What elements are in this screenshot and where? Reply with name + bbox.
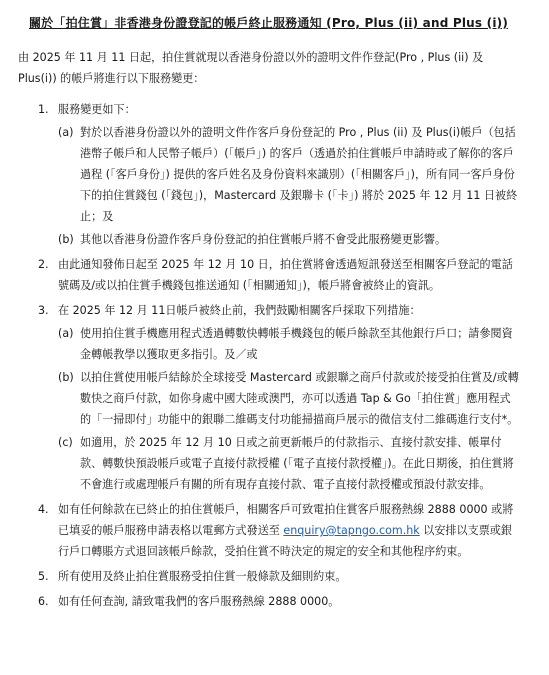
clause-number: 3.: [38, 304, 49, 317]
subclause-list: [58, 122, 519, 250]
subclause-label: (c): [58, 436, 73, 449]
clause-text: 在 2025 年 12 月 11日帳戶被終止前，我們鼓勵相關客戶採取下列措施：: [58, 304, 421, 317]
subclause-text: 對於以香港身份證以外的證明文件作客戶身份登記的 Pro , Plus (ii) 及 Plus(i)帳戶（包括港幣子帳戶和人民幣子帳戶）(「帳戶」) 的客戶（透過於拍住賞帳戶申請時或了解你的客戶過程 (「客戶身份」) 提供的客戶姓名及身份資料來識別）(「相關客戶」)，所有同一客戶身份下的拍住賞錢包 (「錢包」)，Mastercard 及銀聯卡 (「卡」) 將於 2025 年 12 月 11 日被終止；及: [80, 126, 518, 223]
clause-1: [18, 99, 519, 250]
page-title: 關於「拍住賞」非香港身份證登記的帳戶終止服務通知 (Pro, Plus (ii) and Plus (i)): [28, 16, 509, 30]
intro-paragraph: 由 2025 年 11 月 11 日起，拍住賞就現以香港身份證以外的證明文件作登記(Pro , Plus (ii) 及 Plus(i)) 的帳戶將進行以下服務變更：: [18, 51, 484, 85]
subclause-list: [58, 323, 519, 495]
subclause-text: 使用拍住賞手機應用程式透過轉數快轉帳手機錢包的帳戶餘款至其他銀行戶口；請參閱資金轉帳教學以獲取更多指引。及／或: [80, 327, 513, 361]
clause-number: 2.: [38, 258, 49, 271]
clause-text: 由此通知發佈日起至 2025 年 12 月 10 日，拍住賞將會透過短訊發送至相關客戶登記的電話號碼及/或以拍住賞手機錢包推送通知 (「相關通知」)，帳戶將會被終止的資訊。: [58, 258, 513, 292]
clause-number: 1.: [38, 103, 49, 116]
clause-number: 5.: [38, 570, 49, 583]
clause-text: 所有使用及終止拍住賞服務受拍住賞一般條款及細則約束。: [58, 570, 347, 583]
subclause-text: 以拍住賞使用帳戶結餘於全球接受 Mastercard 或銀聯之商戶付款或於接受拍住賞及/或轉數快之商戶付款，如你身處中國大陸或澳門，亦可以透過 Tap & Go「拍住賞」應用程式的「一掃即付」功能中的銀聯二維碼支付功能掃描商戶展示的微信支付二維碼進行支付*。: [80, 371, 519, 426]
clause-5: [18, 566, 519, 587]
clause-number: 4.: [38, 503, 49, 516]
clause-text-before: 如有任何餘款在已終止的拍住賞帳戶，相關客戶可致電拍住賞客戶服務熱線 2888 0000 或將已填妥的帳戶服務申請表格以電郵方式發送至: [58, 503, 514, 537]
subclause-1b: [58, 229, 519, 250]
clause-2: [18, 254, 519, 296]
clause-3: [18, 300, 519, 495]
clause-list: [18, 99, 519, 612]
clause-4: [18, 499, 519, 562]
clause-number: 6.: [38, 595, 49, 608]
subclause-3c: [58, 432, 519, 495]
subclause-1a: [58, 122, 519, 227]
subclause-text: 如適用，於 2025 年 12 月 10 日或之前更新帳戶的付款指示、直接付款安排、帳單付款、轉數快預設帳戶或電子直接付款授權 (「電子直接付款授權」)。在此日期後，拍住賞將不會進行或處理帳戶有關的所有現存直接付款、電子直接付款授權或預設付款安排。: [80, 436, 514, 491]
subclause-3a: [58, 323, 519, 365]
subclause-label: (a): [58, 126, 74, 139]
clause-text: 服務變更如下：: [58, 103, 136, 116]
subclause-3b: [58, 367, 519, 430]
subclause-label: (a): [58, 327, 74, 340]
clause-text-after: 以安排以支票或銀行戶口轉賬方式退回該帳戶餘款，受拍住賞不時決定的規定的安全和其他程序約束。: [58, 524, 512, 558]
subclause-label: (b): [58, 371, 74, 384]
subclause-label: (b): [58, 233, 74, 246]
subclause-text: 其他以香港身份證作客戶身份登記的拍住賞帳戶將不會受此服務變更影響。: [80, 233, 447, 246]
clause-6: [18, 591, 519, 612]
email-link[interactable]: enquiry@tapngo.com.hk: [283, 524, 420, 537]
clause-text: 如有任何查詢, 請致電我們的客戶服務熱線 2888 0000。: [58, 595, 340, 608]
